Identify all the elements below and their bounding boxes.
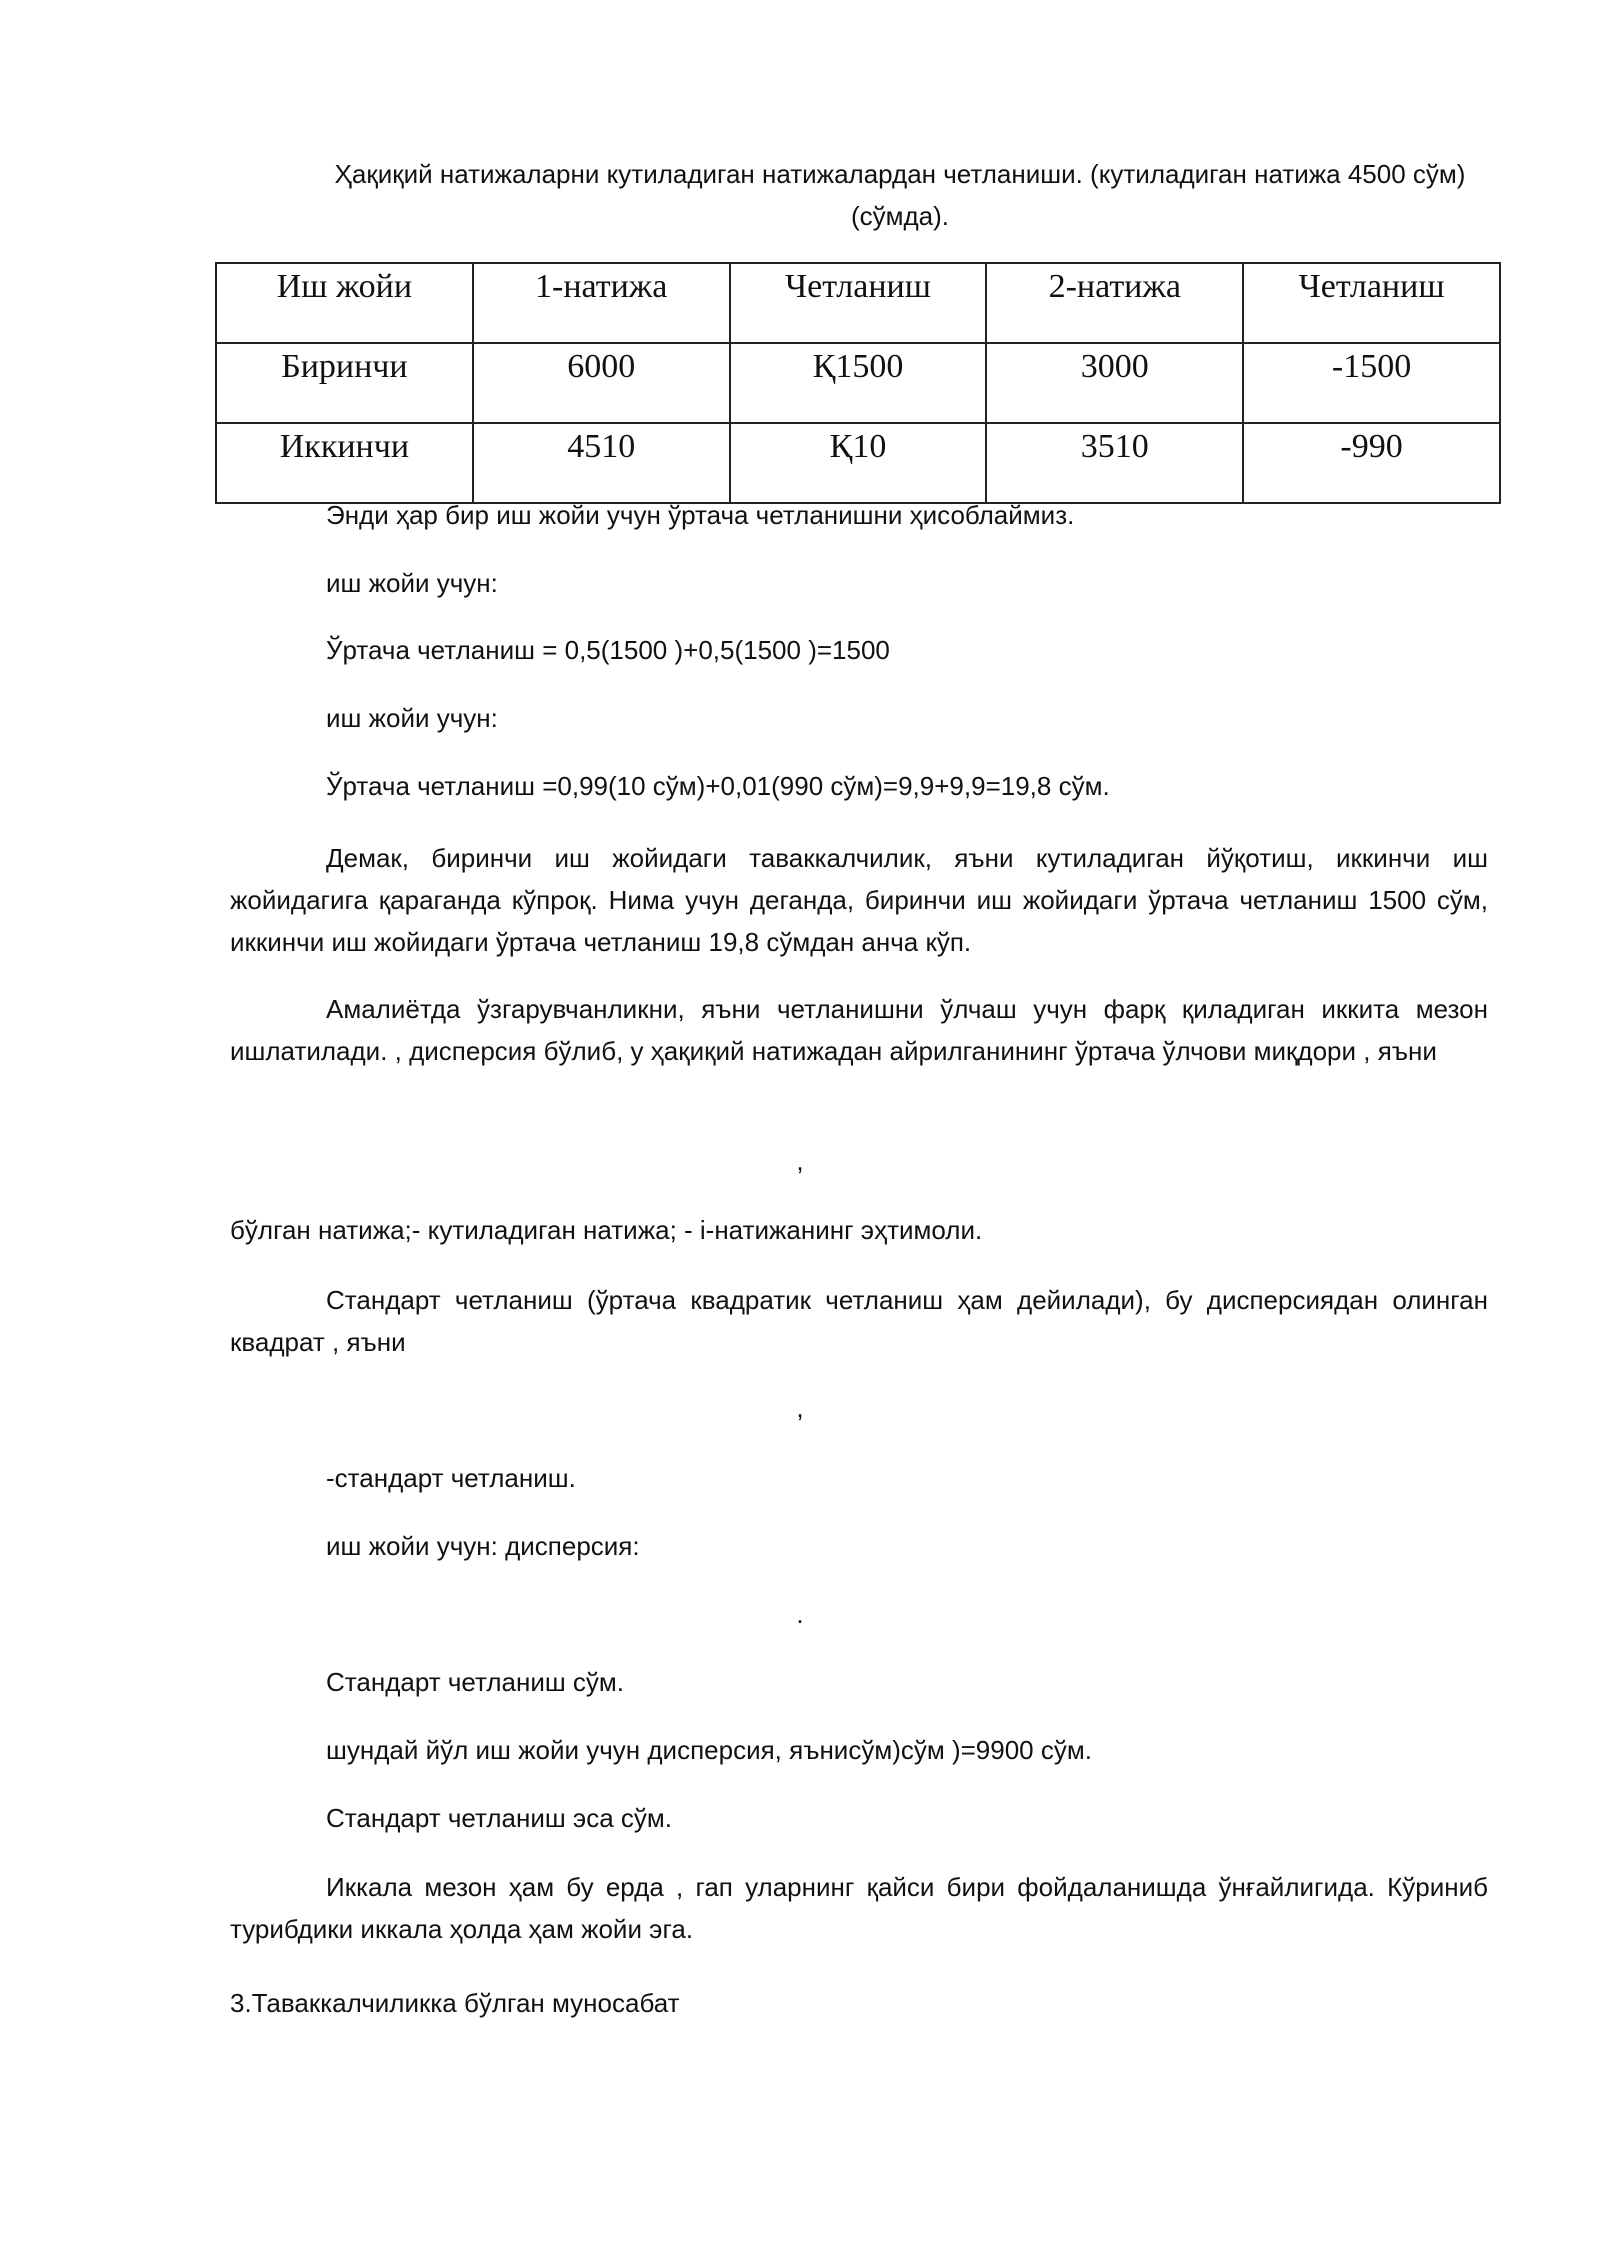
table-cell: Қ1500 <box>730 343 987 423</box>
header-cell: Иш жойи <box>216 263 473 343</box>
table-cell: 6000 <box>473 343 730 423</box>
paragraph: иш жойи учун: дисперсия: <box>326 1531 640 1561</box>
paragraph: Энди ҳар бир иш жойи учун ўртача четланишни ҳисоблаймиз. <box>326 500 1075 530</box>
table-cell: Қ10 <box>730 423 987 503</box>
section-heading: 3.Таваккалчиликка бўлган муносабат <box>230 1988 680 2018</box>
paragraph: Стандарт четланиш эса сўм. <box>326 1803 672 1833</box>
formula-line: Ўртача четланиш = 0,5(1500 )+0,5(1500 )=1500 <box>326 635 890 665</box>
table-header-row <box>216 263 1500 343</box>
paragraph: Стандарт четланиш сўм. <box>326 1667 625 1697</box>
paragraph: иш жойи учун: <box>326 703 498 733</box>
formula-line: Ўртача четланиш =0,99(10 сўм)+0,01(990 сўм)=9,9+9,9=19,8 сўм. <box>326 771 1110 801</box>
formula-placeholder: , <box>796 1393 804 1423</box>
table-cell: Биринчи <box>216 343 473 423</box>
table-row <box>216 423 1500 503</box>
paragraph: Демак, биринчи иш жойидаги таваккалчилик, яъни кутиладиган йўқотиш, иккинчи иш жойидагига қараганда кўпроқ. Нима учун деганда, биринчи иш жойидаги ўртача четланиш 1500 сўм, иккинчи иш жойидаги ўртача четланиш 19,8 сўмдан анча кўп. <box>230 843 1488 957</box>
deviation-table <box>215 262 1501 504</box>
table-cell: Иккинчи <box>216 423 473 503</box>
paragraph: бўлган натижа;- кутиладиган натижа; - i-натижанинг эҳтимоли. <box>230 1215 983 1245</box>
paragraph: Амалиётда ўзгарувчанликни, яъни четланишни ўлчаш учун фарқ қиладиган иккита мезон ишлатилади. , дисперсия бўлиб, у ҳақиқий натижадан айрилганининг ўртача ўлчови миқдори , яъни <box>230 994 1488 1066</box>
formula-placeholder: . <box>796 1599 804 1629</box>
table-cell: 4510 <box>473 423 730 503</box>
table-cell: 3510 <box>986 423 1243 503</box>
table-row <box>216 343 1500 423</box>
table-cell: -990 <box>1243 423 1500 503</box>
table-caption: Ҳақиқий натижаларни кутиладиган натижалардан четланиши. (кутиладиган натижа 4500 сўм) (сўмда). <box>334 159 1466 231</box>
paragraph: Иккала мезон ҳам бу ерда , гап уларнинг қайси бири фойдаланишда ўнғайлигида. Кўриниб турибдики иккала ҳолда ҳам жойи эга. <box>230 1872 1488 1944</box>
header-cell: Четланиш <box>730 263 987 343</box>
paragraph: иш жойи учун: <box>326 568 498 598</box>
paragraph: -стандарт четланиш. <box>326 1463 576 1493</box>
formula-placeholder: , <box>796 1146 804 1176</box>
header-cell: 1-натижа <box>473 263 730 343</box>
paragraph: Стандарт четланиш (ўртача квадратик четланиш ҳам дейилади), бу дисперсиядан олинган квадрат , яъни <box>230 1285 1488 1357</box>
header-cell: 2-натижа <box>986 263 1243 343</box>
header-cell: Четланиш <box>1243 263 1500 343</box>
table-cell: -1500 <box>1243 343 1500 423</box>
paragraph: шундай йўл иш жойи учун дисперсия, яънисўм)сўм )=9900 сўм. <box>326 1735 1092 1765</box>
table-cell: 3000 <box>986 343 1243 423</box>
